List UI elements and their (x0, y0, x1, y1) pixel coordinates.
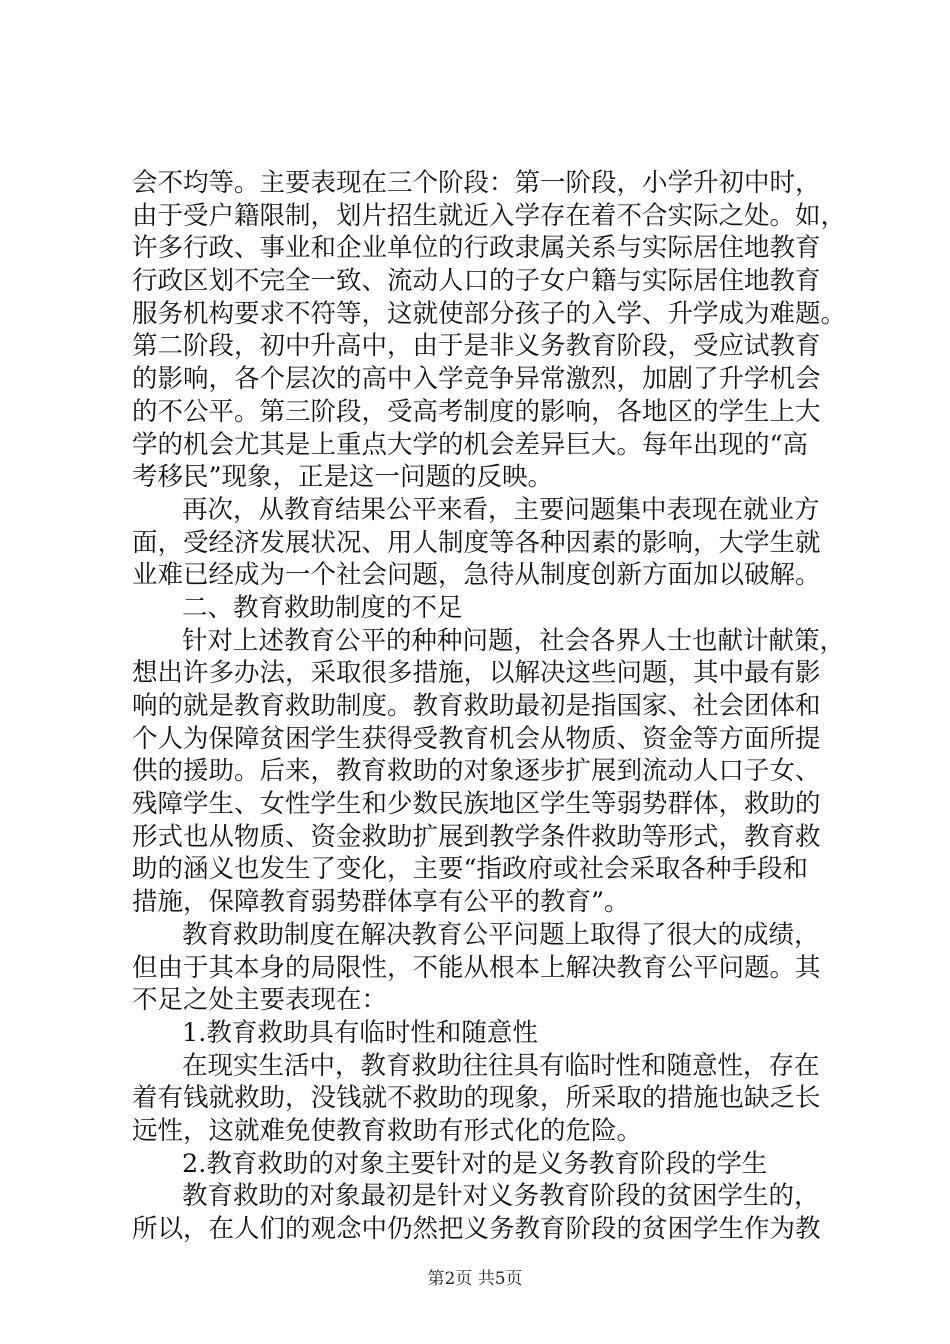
text-line: 服务机构要求不符等，这就使部分孩子的入学、升学成为难题。 (132, 298, 847, 329)
text-line: 着有钱就救助，没钱就不救助的现象，所采取的措施也缺乏长 (132, 1083, 821, 1114)
text-line: 考移民”现象，正是这一问题的反映。 (132, 462, 554, 493)
text-line: 想出许多办法，采取很多措施，以解决这些问题，其中最有影 (132, 658, 821, 689)
text-line: 许多行政、事业和企业单位的行政隶属关系与实际居住地教育 (132, 233, 821, 264)
text-line: 个人为保障贫困学生获得受教育机会从物质、资金等方面所提 (132, 723, 821, 754)
text-line: 所以，在人们的观念中仍然把义务教育阶段的贫困学生作为教 (132, 1214, 821, 1244)
text-line: 不足之处主要表现在： (132, 985, 388, 1016)
page-number: 第2页 共5页 (427, 1269, 523, 1289)
text-line: 会不均等。主要表现在三个阶段：第一阶段，小学升初中时， (132, 168, 821, 198)
text-line: 针对上述教育公平的种种问题，社会各界人士也献计献策， (182, 625, 846, 656)
text-line: 教育救助制度在解决教育公平问题上取得了很大的成绩， (182, 919, 820, 950)
section-heading: 二、教育救助制度的不足 (182, 592, 463, 623)
text-line: 的影响，各个层次的高中入学竞争异常激烈，加剧了升学机会 (132, 364, 821, 395)
text-line: 行政区划不完全一致、流动人口的子女户籍与实际居住地教育 (132, 266, 821, 297)
text-line: 学的机会尤其是上重点大学的机会差异巨大。每年出现的“高 (132, 429, 809, 460)
text-line: 远性，这就难免使教育救助有形式化的危险。 (132, 1115, 643, 1146)
text-line: 第二阶段，初中升高中，由于是非义务教育阶段，受应试教育 (132, 331, 821, 362)
page-footer (0, 1264, 950, 1289)
text-line: 措施，保障教育弱势群体享有公平的教育”。 (132, 887, 630, 918)
text-line: 业难已经成为一个社会问题，急待从制度创新方面加以破解。 (132, 560, 821, 591)
text-line: 再次，从教育结果公平来看，主要问题集中表现在就业方 (182, 494, 820, 525)
text-line: 教育救助的对象最初是针对义务教育阶段的贫困学生的， (182, 1181, 820, 1212)
body-text (132, 167, 847, 1246)
text-line: 残障学生、女性学生和少数民族地区学生等弱势群体，救助的 (132, 789, 821, 820)
text-line: 供的援助。后来，教育救助的对象逐步扩展到流动人口子女、 (132, 756, 821, 787)
text-line: 响的就是教育救助制度。教育救助最初是指国家、社会团体和 (132, 691, 821, 721)
text-line: 的不公平。第三阶段，受高考制度的影响，各地区的学生上大 (132, 396, 821, 427)
text-line: 由于受户籍限制，划片招生就近入学存在着不合实际之处。如， (132, 200, 847, 231)
text-line: 形式也从物质、资金救助扩展到教学条件救助等形式，教育救 (132, 821, 821, 852)
text-line: 面，受经济发展状况、用人制度等各种因素的影响，大学生就 (132, 527, 821, 558)
text-line: 但由于其本身的局限性，不能从根本上解决教育公平问题。其 (132, 952, 821, 983)
subsection-heading: 2.教育救助的对象主要针对的是义务教育阶段的学生 (182, 1148, 768, 1179)
subsection-heading: 1.教育救助具有临时性和随意性 (182, 1017, 538, 1048)
text-line: 在现实生活中，教育救助往往具有临时性和随意性，存在 (182, 1050, 820, 1081)
text-line: 助的涵义也发生了变化，主要“指政府或社会采取各种手段和 (132, 854, 809, 885)
